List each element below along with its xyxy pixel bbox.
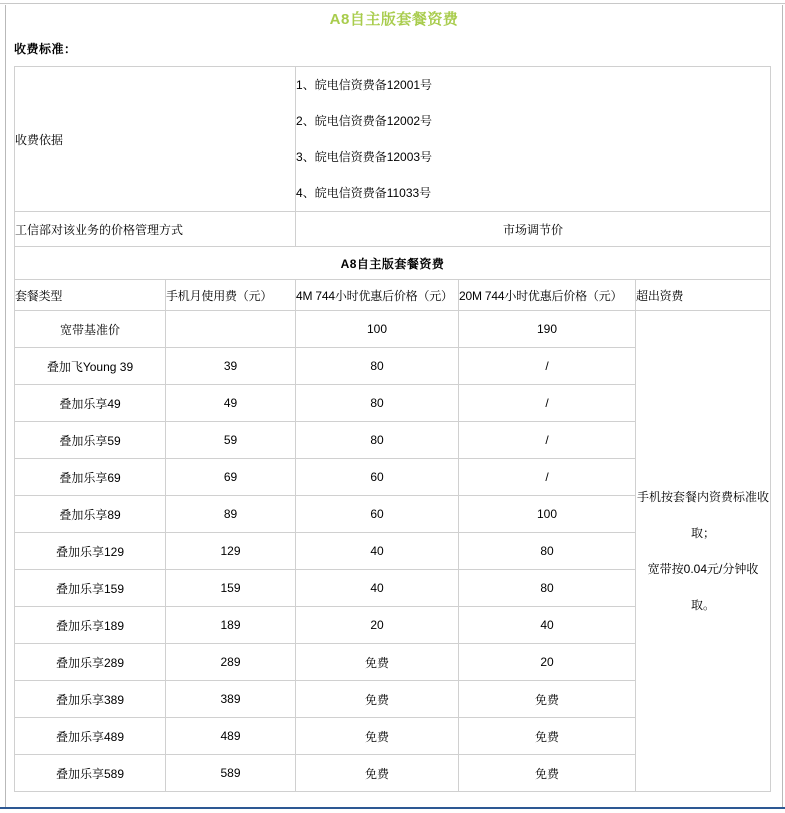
cell-price-4m: 40 [296,570,459,607]
cell-price-4m: 80 [296,422,459,459]
cell-price-4m: 100 [296,311,459,348]
table-row-section-title [15,247,771,280]
cell-plan: 叠加乐享289 [15,644,166,681]
cell-monthly: 289 [166,644,296,681]
cell-price-20m: / [459,459,636,496]
cell-price-4m: 60 [296,459,459,496]
management-label-cell: 工信部对该业务的价格管理方式 [15,212,296,247]
cell-monthly: 129 [166,533,296,570]
column-header-plan: 套餐类型 [15,280,166,311]
overage-line: 宽带按0.04元/分钟收 [647,562,759,576]
right-page-border [782,5,783,807]
cell-price-4m: 免费 [296,755,459,792]
cell-plan: 叠加乐享159 [15,570,166,607]
cell-price-4m: 20 [296,607,459,644]
cell-price-20m: / [459,385,636,422]
cell-price-20m: 190 [459,311,636,348]
cell-monthly: 589 [166,755,296,792]
cell-price-20m: 免费 [459,718,636,755]
cell-price-20m: 80 [459,533,636,570]
management-value-cell: 市场调节价 [296,212,771,247]
cell-price-4m: 60 [296,496,459,533]
column-header-monthly: 手机月使用费（元） [166,280,296,311]
cell-plan: 叠加乐享189 [15,607,166,644]
cell-price-20m: 免费 [459,681,636,718]
cell-price-20m: 40 [459,607,636,644]
cell-monthly: 159 [166,570,296,607]
cell-plan: 叠加乐享129 [15,533,166,570]
cell-monthly: 389 [166,681,296,718]
cell-plan: 叠加乐享49 [15,385,166,422]
cell-plan: 叠加乐享389 [15,681,166,718]
table-row [15,311,771,348]
page-title: A8自主版套餐资费 [329,11,459,28]
table-row-management [15,212,771,247]
page-content [6,4,782,807]
cell-price-4m: 免费 [296,718,459,755]
basis-list-cell [296,67,771,212]
cell-price-20m: 20 [459,644,636,681]
bottom-divider [0,807,785,809]
overage-line: 取。 [691,598,716,612]
cell-price-20m: / [459,422,636,459]
basis-item: 3、皖电信资费备12003号 [296,150,433,164]
cell-monthly: 89 [166,496,296,533]
cell-overage-merged [636,311,771,792]
cell-plan: 叠加乐享69 [15,459,166,496]
cell-plan: 叠加飞Young 39 [15,348,166,385]
overage-line: 手机按套餐内资费标准收 [637,490,770,504]
rate-table [14,66,771,792]
basis-item: 1、皖电信资费备12001号 [296,78,433,92]
cell-monthly: 39 [166,348,296,385]
cell-monthly: 69 [166,459,296,496]
cell-price-4m: 40 [296,533,459,570]
table-header-row [15,280,771,311]
cell-plan: 叠加乐享489 [15,718,166,755]
cell-price-4m: 80 [296,348,459,385]
cell-plan: 叠加乐享89 [15,496,166,533]
cell-price-20m: 免费 [459,755,636,792]
basis-label-cell: 收费依据 [15,67,296,212]
cell-monthly: 59 [166,422,296,459]
basis-item: 2、皖电信资费备12002号 [296,114,433,128]
cell-price-4m: 免费 [296,681,459,718]
rate-table-section-title: A8自主版套餐资费 [15,247,771,280]
cell-price-4m: 80 [296,385,459,422]
cell-monthly: 489 [166,718,296,755]
column-header-price-4m: 4M 744小时优惠后价格（元） [296,280,459,311]
overage-line: 取； [691,526,716,540]
column-header-overage: 超出资费 [636,280,771,311]
cell-monthly [166,311,296,348]
column-header-price-20m: 20M 744小时优惠后价格（元） [459,280,636,311]
cell-monthly: 189 [166,607,296,644]
cell-price-20m: 80 [459,570,636,607]
cell-price-20m: 100 [459,496,636,533]
cell-price-4m: 免费 [296,644,459,681]
section-label-charging-standard: 收费标准： [14,42,77,56]
cell-plan: 宽带基准价 [15,311,166,348]
cell-plan: 叠加乐享59 [15,422,166,459]
table-row-basis [15,67,771,212]
basis-item: 4、皖电信资费备11033号 [296,186,432,200]
cell-plan: 叠加乐享589 [15,755,166,792]
cell-price-20m: / [459,348,636,385]
cell-monthly: 49 [166,385,296,422]
